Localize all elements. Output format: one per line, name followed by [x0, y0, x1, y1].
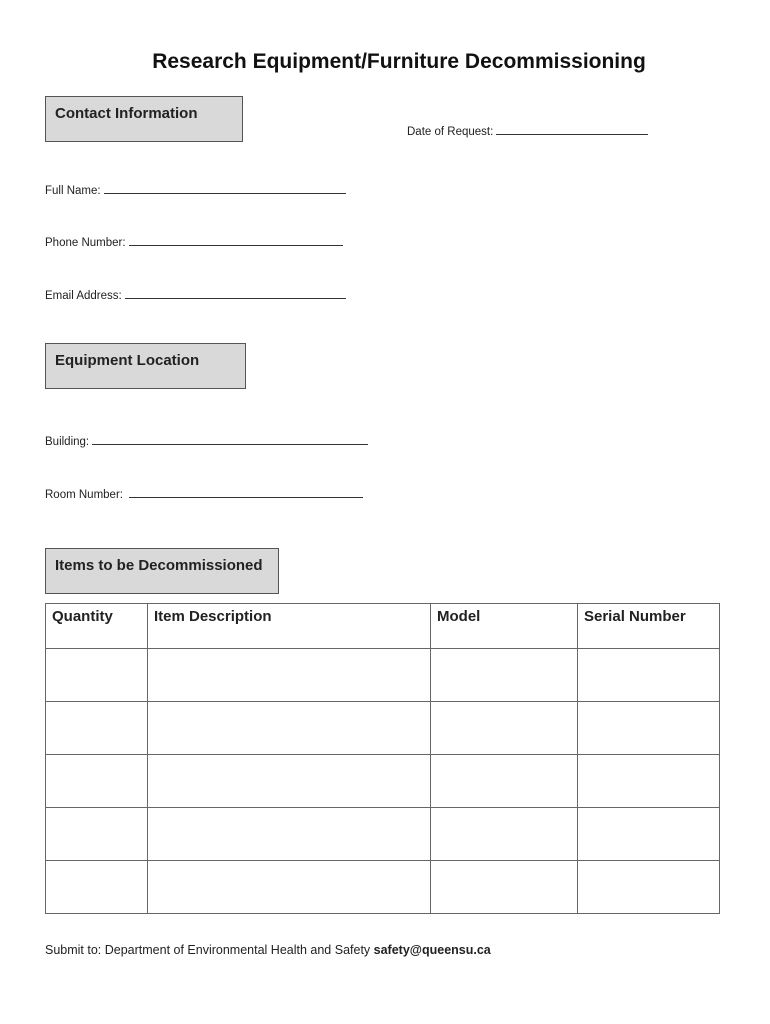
- quantity-cell[interactable]: [46, 808, 148, 861]
- building-label: Building:: [45, 436, 90, 448]
- column-header-serial-number: Serial Number: [578, 604, 720, 649]
- email-address-label: Email Address:: [45, 290, 122, 302]
- date-of-request-field[interactable]: [407, 126, 648, 138]
- serial-number-cell[interactable]: [578, 755, 720, 808]
- footer-text: Submit to: Department of Environmental Health and Safety: [45, 943, 371, 957]
- date-of-request-label: Date of Request:: [407, 126, 494, 138]
- room-number-field[interactable]: [45, 489, 363, 501]
- full-name-field[interactable]: [45, 185, 346, 197]
- item-description-cell[interactable]: [148, 755, 431, 808]
- submission-email-link[interactable]: safety@queensu.ca: [373, 943, 491, 957]
- item-description-cell[interactable]: [148, 861, 431, 914]
- quantity-cell[interactable]: [46, 649, 148, 702]
- column-header-item-description: Item Description: [148, 604, 431, 649]
- quantity-cell[interactable]: [46, 702, 148, 755]
- table-row: [46, 861, 720, 914]
- email-address-field[interactable]: [45, 290, 346, 302]
- building-field[interactable]: [45, 436, 368, 448]
- serial-number-cell[interactable]: [578, 861, 720, 914]
- items-table: [45, 603, 720, 914]
- model-cell[interactable]: [431, 702, 578, 755]
- email-address-line: [125, 297, 346, 299]
- phone-number-label: Phone Number:: [45, 237, 126, 249]
- quantity-cell[interactable]: [46, 755, 148, 808]
- full-name-line: [104, 192, 346, 194]
- section-header-location: Equipment Location: [45, 343, 246, 389]
- full-name-label: Full Name:: [45, 185, 101, 197]
- serial-number-cell[interactable]: [578, 808, 720, 861]
- phone-number-line: [129, 244, 343, 246]
- quantity-cell[interactable]: [46, 861, 148, 914]
- model-cell[interactable]: [431, 755, 578, 808]
- building-line: [92, 443, 368, 445]
- model-cell[interactable]: [431, 808, 578, 861]
- table-row: [46, 755, 720, 808]
- table-row: [46, 649, 720, 702]
- column-header-quantity: Quantity: [46, 604, 148, 649]
- table-row: [46, 808, 720, 861]
- serial-number-cell[interactable]: [578, 649, 720, 702]
- item-description-cell[interactable]: [148, 702, 431, 755]
- item-description-cell[interactable]: [148, 808, 431, 861]
- date-of-request-line: [496, 133, 648, 135]
- serial-number-cell[interactable]: [578, 702, 720, 755]
- table-row: [46, 702, 720, 755]
- room-number-label: Room Number:: [45, 489, 123, 501]
- column-header-model: Model: [431, 604, 578, 649]
- model-cell[interactable]: [431, 649, 578, 702]
- item-description-cell[interactable]: [148, 649, 431, 702]
- submission-footer: [45, 943, 491, 957]
- model-cell[interactable]: [431, 861, 578, 914]
- section-header-contact: Contact Information: [45, 96, 243, 142]
- page-title: Research Equipment/Furniture Decommissioning: [152, 50, 646, 73]
- room-number-line: [129, 496, 363, 498]
- phone-number-field[interactable]: [45, 237, 343, 249]
- items-table-header-row: [46, 604, 720, 649]
- section-header-items: Items to be Decommissioned: [45, 548, 279, 594]
